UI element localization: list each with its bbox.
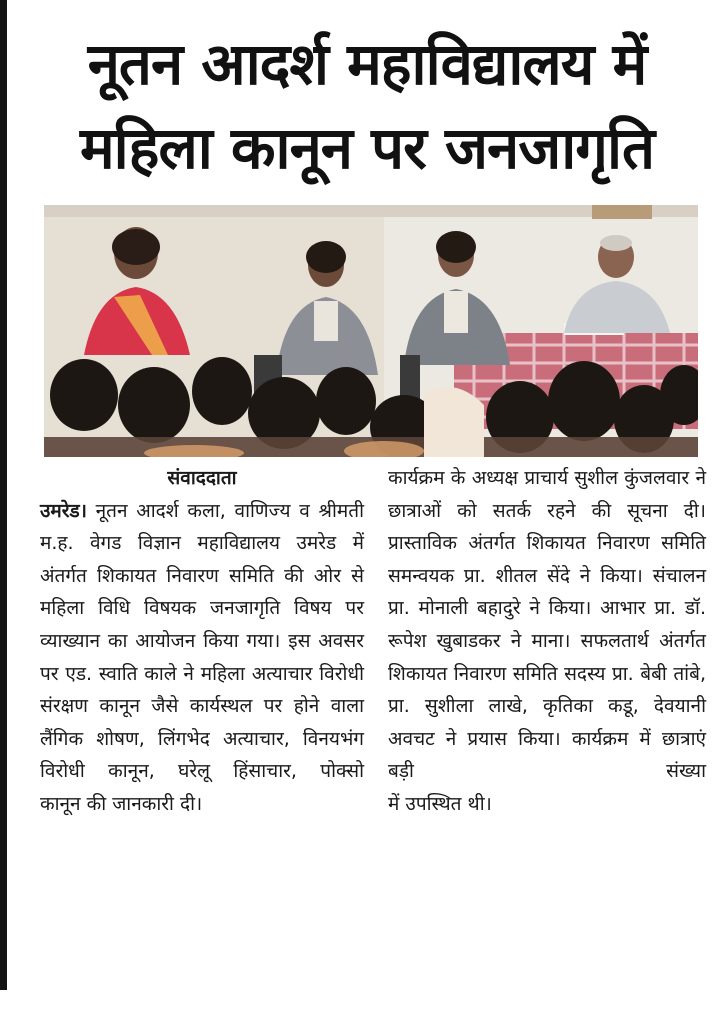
headline: [22, 22, 712, 190]
article-body: [34, 462, 706, 821]
article-text-col1: नूतन आदर्श कला, वाणिज्य व श्रीमती म.ह. वेगड विज्ञान महाविद्यालय उमरेड में अंतर्गत शिकायत निवारण समिति की ओर से महिला विधि विषयक जनजागृति विषय पर व्याख्यान का आयोजन किया गया। इस अवसर पर एड. स्वाति काले ने महिला अत्याचार विरोधी संरक्षण कानून जैसे कार्यस्थल पर होने वाला लैंगिक शोषण, लिंगभेद अत्याचार, विनयभंग विरोधी कानून, घरेलू हिंसाचार, पोक्सो: [40, 499, 364, 783]
article-text-col1-end: कानून की जानकारी दी।: [40, 792, 203, 815]
news-photo: [44, 205, 698, 457]
article-text-col2: कार्यक्रम के अध्यक्ष प्राचार्य सुशील कुंजलवार ने छात्राओं को सतर्क रहने की सूचना दी। प्रास्ताविक अंतर्गत शिकायत निवारण समिति समन्वयक प्रा. शीतल सेंदे ने किया। संचालन प्रा. मोनाली बहादुरे ने किया। आभार प्रा. डॉ. रूपेश खुबाडकर ने माना। सफलतार्थ अंतर्गत शिकायत निवारण समिति सदस्य प्रा. बेबी तांबे, प्रा. सुशीला लाखे, कृतिका कडू, देवयानी अवचट ने प्रयास किया। कार्यक्रम में छात्राएं बड़ी संख्या: [388, 467, 706, 783]
article-column-2: [388, 462, 706, 821]
column-rule: [0, 0, 7, 990]
byline: संवाददाता: [167, 467, 237, 489]
headline-line-2: महिला कानून पर जनजागृति: [79, 114, 655, 182]
article-column-1: [34, 462, 364, 821]
dateline: उमरेड।: [40, 499, 87, 522]
article-text-col2-end: में उपस्थित थी।: [388, 792, 492, 815]
headline-line-1: नूतन आदर्श महाविद्यालय में: [87, 30, 647, 98]
